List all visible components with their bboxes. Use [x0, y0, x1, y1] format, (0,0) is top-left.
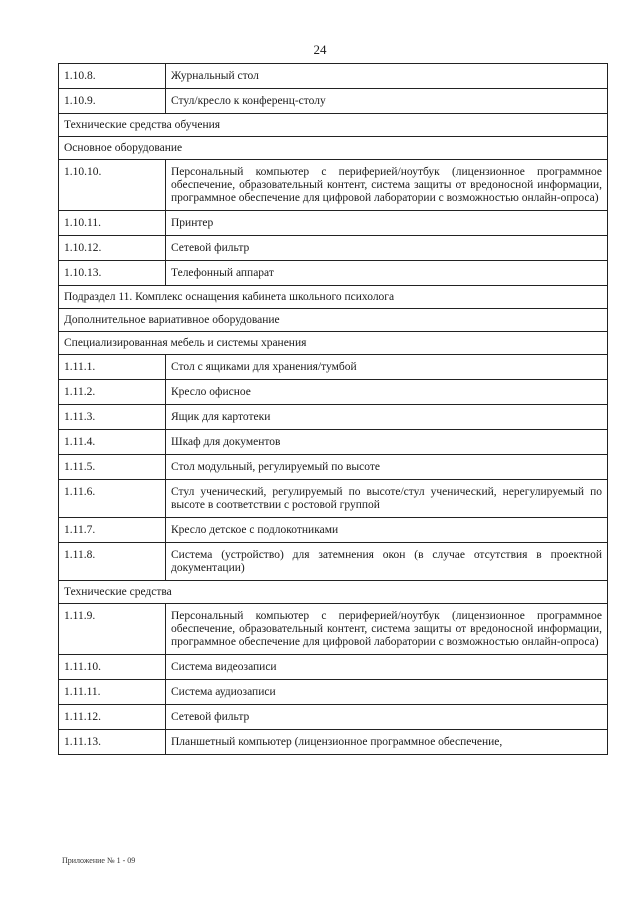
item-number: 1.11.13.	[59, 730, 166, 755]
table-row	[59, 455, 608, 480]
item-number: 1.11.6.	[59, 480, 166, 518]
item-description: Система (устройство) для затемнения окон (в случае отсутствия в проектной документации)	[166, 543, 608, 581]
table-row	[59, 380, 608, 405]
item-description: Персональный компьютер с периферией/ноутбук (лицензионное программное обеспечение, образовательный контент, система защиты от вредоносной информации, программное обеспечение для цифровой лаборатории с возможностью онлайн-опроса)	[166, 604, 608, 655]
section-title: Подраздел 11. Комплекс оснащения кабинета школьного психолога	[59, 286, 608, 309]
item-number: 1.11.12.	[59, 705, 166, 730]
section-row	[59, 332, 608, 355]
table-body	[59, 64, 608, 755]
item-number: 1.11.7.	[59, 518, 166, 543]
table-row	[59, 430, 608, 455]
item-number: 1.10.12.	[59, 236, 166, 261]
item-description: Журнальный стол	[166, 64, 608, 89]
section-row	[59, 309, 608, 332]
section-row	[59, 114, 608, 137]
item-description: Стул/кресло к конференц-столу	[166, 89, 608, 114]
item-description: Система аудиозаписи	[166, 680, 608, 705]
item-number: 1.10.11.	[59, 211, 166, 236]
item-number: 1.11.3.	[59, 405, 166, 430]
item-number: 1.10.9.	[59, 89, 166, 114]
item-description: Принтер	[166, 211, 608, 236]
item-description: Шкаф для документов	[166, 430, 608, 455]
section-title: Специализированная мебель и системы хранения	[59, 332, 608, 355]
section-title: Технические средства	[59, 581, 608, 604]
item-number: 1.11.5.	[59, 455, 166, 480]
table-row	[59, 730, 608, 755]
section-title: Дополнительное вариативное оборудование	[59, 309, 608, 332]
table-row	[59, 543, 608, 581]
item-description: Стул ученический, регулируемый по высоте/стул ученический, нерегулируемый по высоте в соответствии с ростовой группой	[166, 480, 608, 518]
table-row	[59, 355, 608, 380]
item-description: Сетевой фильтр	[166, 236, 608, 261]
section-row	[59, 137, 608, 160]
table-row	[59, 89, 608, 114]
section-title: Технические средства обучения	[59, 114, 608, 137]
item-number: 1.10.10.	[59, 160, 166, 211]
table-row	[59, 405, 608, 430]
item-number: 1.11.2.	[59, 380, 166, 405]
item-description: Телефонный аппарат	[166, 261, 608, 286]
table-row	[59, 480, 608, 518]
item-number: 1.11.9.	[59, 604, 166, 655]
page-footer: Приложение № 1 - 09	[62, 856, 136, 865]
table-row	[59, 160, 608, 211]
table-row	[59, 705, 608, 730]
item-description: Стол с ящиками для хранения/тумбой	[166, 355, 608, 380]
item-description: Кресло офисное	[166, 380, 608, 405]
item-description: Планшетный компьютер (лицензионное программное обеспечение,	[166, 730, 608, 755]
item-number: 1.10.13.	[59, 261, 166, 286]
table-row	[59, 680, 608, 705]
table-row	[59, 604, 608, 655]
table-row	[59, 655, 608, 680]
item-description: Кресло детское с подлокотниками	[166, 518, 608, 543]
item-number: 1.11.1.	[59, 355, 166, 380]
item-description: Стол модульный, регулируемый по высоте	[166, 455, 608, 480]
item-number: 1.10.8.	[59, 64, 166, 89]
item-description: Ящик для картотеки	[166, 405, 608, 430]
item-description: Персональный компьютер с периферией/ноутбук (лицензионное программное обеспечение, образовательный контент, система защиты от вредоносной информации, программное обеспечение для цифровой лаборатории с возможностью онлайн-опроса)	[166, 160, 608, 211]
section-row	[59, 581, 608, 604]
table-row	[59, 518, 608, 543]
item-number: 1.11.10.	[59, 655, 166, 680]
equipment-table	[58, 63, 608, 755]
item-number: 1.11.8.	[59, 543, 166, 581]
section-title: Основное оборудование	[59, 137, 608, 160]
section-row	[59, 286, 608, 309]
item-description: Система видеозаписи	[166, 655, 608, 680]
table-row	[59, 236, 608, 261]
item-number: 1.11.4.	[59, 430, 166, 455]
table-row	[59, 211, 608, 236]
page-number: 24	[313, 42, 327, 57]
item-number: 1.11.11.	[59, 680, 166, 705]
table-row	[59, 64, 608, 89]
table-row	[59, 261, 608, 286]
item-description: Сетевой фильтр	[166, 705, 608, 730]
